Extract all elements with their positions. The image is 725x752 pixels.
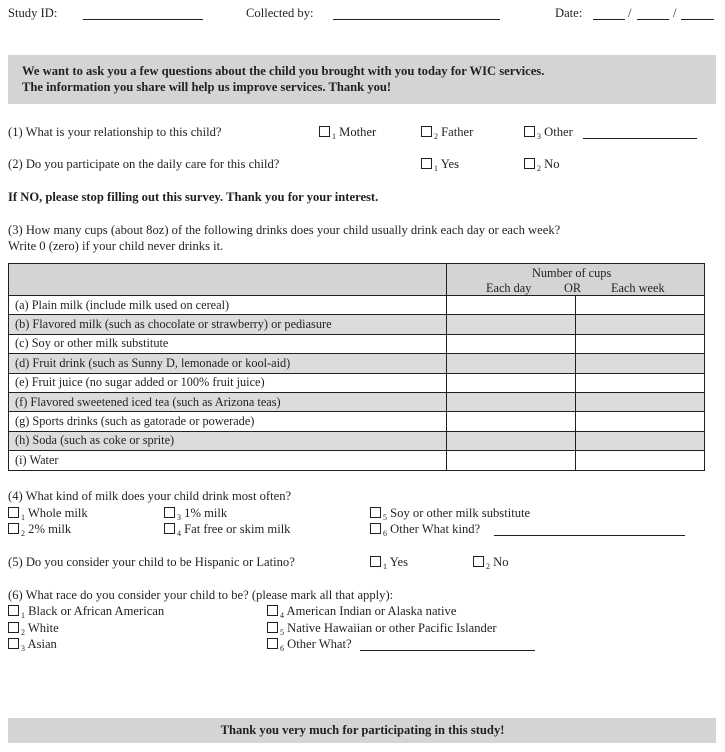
q3-text-line-1: (3) How many cups (about 8oz) of the following drinks does your child usually drink each day or each week? xyxy=(8,223,561,237)
checkbox-icon[interactable] xyxy=(524,126,535,137)
each-week-cell[interactable] xyxy=(576,296,705,315)
drink-label: (a) Plain milk (include milk used on cereal) xyxy=(9,296,447,315)
each-week-cell[interactable] xyxy=(576,412,705,431)
q1-text: (1) What is your relationship to this child? xyxy=(8,125,222,139)
checkbox-icon[interactable] xyxy=(370,507,381,518)
date-separator: / xyxy=(628,6,632,20)
each-week-cell[interactable] xyxy=(576,392,705,411)
each-week-cell[interactable] xyxy=(576,451,705,470)
q5-option-yes[interactable]: $_1$ Yes xyxy=(370,555,408,571)
q4-option-skim-milk[interactable]: $_4$ Fat free or skim milk xyxy=(164,522,290,538)
checkbox-icon[interactable] xyxy=(8,523,19,534)
q3-text-line-2: Write 0 (zero) if your child never drinks it. xyxy=(8,239,224,253)
table-row xyxy=(9,315,705,334)
drink-label: (b) Flavored milk (such as chocolate or strawberry) or pediasure xyxy=(9,315,447,334)
each-week-cell[interactable] xyxy=(576,354,705,373)
q6-option-native-hawaiian[interactable]: $_5$ Native Hawaiian or other Pacific Islander xyxy=(267,621,497,637)
q4-other-field[interactable] xyxy=(494,535,685,536)
checkbox-icon[interactable] xyxy=(164,507,175,518)
table-row xyxy=(9,354,705,373)
checkbox-icon[interactable] xyxy=(267,638,278,649)
each-day-cell[interactable] xyxy=(447,373,576,392)
date-separator: / xyxy=(673,6,677,20)
header-each-day: Each day xyxy=(486,281,532,295)
drink-label: (i) Water xyxy=(9,451,447,470)
cups-table-header xyxy=(9,264,705,296)
header-cups-cell xyxy=(447,264,705,296)
checkbox-icon[interactable] xyxy=(421,126,432,137)
q6-option-other[interactable]: $_6$ Other What? xyxy=(267,637,352,653)
each-day-cell[interactable] xyxy=(447,334,576,353)
q2-text: (2) Do you participate on the daily care for this child? xyxy=(8,157,280,171)
q4-option-other[interactable]: $_6$ Other What kind? xyxy=(370,522,480,538)
q1-option-father[interactable]: $_2$ Father xyxy=(421,125,473,141)
header-number-of-cups: Number of cups xyxy=(532,266,612,280)
each-day-cell[interactable] xyxy=(447,431,576,450)
checkbox-icon[interactable] xyxy=(370,556,381,567)
drink-label: (e) Fruit juice (no sugar added or 100% fruit juice) xyxy=(9,373,447,392)
date-month-field[interactable] xyxy=(593,19,625,20)
q1-option-mother[interactable]: $_1$ Mother xyxy=(319,125,376,141)
each-week-cell[interactable] xyxy=(576,431,705,450)
intro-line-1: We want to ask you a few questions about the child you brought with you today for WIC services. xyxy=(22,64,545,78)
each-week-cell[interactable] xyxy=(576,373,705,392)
q5-text: (5) Do you consider your child to be Hispanic or Latino? xyxy=(8,555,295,569)
drink-label: (f) Flavored sweetened iced tea (such as Arizona teas) xyxy=(9,392,447,411)
each-week-cell[interactable] xyxy=(576,334,705,353)
date-year-field[interactable] xyxy=(681,19,714,20)
table-row xyxy=(9,392,705,411)
checkbox-icon[interactable] xyxy=(267,622,278,633)
checkbox-icon[interactable] xyxy=(524,158,535,169)
q4-text: (4) What kind of milk does your child drink most often? xyxy=(8,489,292,503)
date-day-field[interactable] xyxy=(637,19,669,20)
checkbox-icon[interactable] xyxy=(473,556,484,567)
checkbox-icon[interactable] xyxy=(370,523,381,534)
q1-option-other[interactable]: $_3$ Other xyxy=(524,125,573,141)
checkbox-icon[interactable] xyxy=(319,126,330,137)
each-day-cell[interactable] xyxy=(447,354,576,373)
checkbox-icon[interactable] xyxy=(8,605,19,616)
each-week-cell[interactable] xyxy=(576,315,705,334)
cups-table xyxy=(8,263,705,471)
table-row xyxy=(9,412,705,431)
q4-option-whole-milk[interactable]: $_1$ Whole milk xyxy=(8,506,88,522)
checkbox-icon[interactable] xyxy=(8,638,19,649)
checkbox-icon[interactable] xyxy=(267,605,278,616)
collected-by-field[interactable] xyxy=(333,19,500,20)
q2-option-no[interactable]: $_2$ No xyxy=(524,157,560,173)
q4-option-1pct-milk[interactable]: $_3$ 1% milk xyxy=(164,506,227,522)
table-row xyxy=(9,373,705,392)
q6-option-black[interactable]: $_1$ Black or African American xyxy=(8,604,164,620)
study-id-label: Study ID: xyxy=(8,6,58,20)
drink-label: (g) Sports drinks (such as gatorade or powerade) xyxy=(9,412,447,431)
each-day-cell[interactable] xyxy=(447,296,576,315)
checkbox-icon[interactable] xyxy=(421,158,432,169)
q2-option-yes[interactable]: $_1$ Yes xyxy=(421,157,459,173)
each-day-cell[interactable] xyxy=(447,392,576,411)
stop-note: If NO, please stop filling out this survey. Thank you for your interest. xyxy=(8,190,379,204)
collected-by-label: Collected by: xyxy=(246,6,314,20)
checkbox-icon[interactable] xyxy=(8,507,19,518)
q4-option-2pct-milk[interactable]: $_2$ 2% milk xyxy=(8,522,71,538)
table-row xyxy=(9,334,705,353)
table-row xyxy=(9,296,705,315)
checkbox-icon[interactable] xyxy=(164,523,175,534)
q5-option-no[interactable]: $_2$ No xyxy=(473,555,509,571)
intro-line-2: The information you share will help us improve services. Thank you! xyxy=(22,80,392,94)
drink-label: (h) Soda (such as coke or sprite) xyxy=(9,431,447,450)
checkbox-icon[interactable] xyxy=(8,622,19,633)
q6-other-field[interactable] xyxy=(360,650,535,651)
q6-option-asian[interactable]: $_3$ Asian xyxy=(8,637,57,653)
q1-other-field[interactable] xyxy=(583,138,697,139)
drink-label: (c) Soy or other milk substitute xyxy=(9,334,447,353)
q4-option-soy[interactable]: $_5$ Soy or other milk substitute xyxy=(370,506,530,522)
table-row xyxy=(9,451,705,470)
footer-thanks: Thank you very much for participating in this study! xyxy=(220,723,505,737)
date-label: Date: xyxy=(555,6,583,20)
header-or: OR xyxy=(564,281,582,295)
q6-text: (6) What race do you consider your child to be? (please mark all that apply): xyxy=(8,588,394,602)
each-day-cell[interactable] xyxy=(447,412,576,431)
study-id-field[interactable] xyxy=(83,19,203,20)
header-each-week: Each week xyxy=(611,281,665,295)
q6-option-white[interactable]: $_2$ White xyxy=(8,621,59,637)
q6-option-american-indian[interactable]: $_4$ American Indian or Alaska native xyxy=(267,604,456,620)
each-day-cell[interactable] xyxy=(447,451,576,470)
table-row xyxy=(9,431,705,450)
each-day-cell[interactable] xyxy=(447,315,576,334)
drink-label: (d) Fruit drink (such as Sunny D, lemonade or kool-aid) xyxy=(9,354,447,373)
header-blank-cell xyxy=(9,264,447,296)
